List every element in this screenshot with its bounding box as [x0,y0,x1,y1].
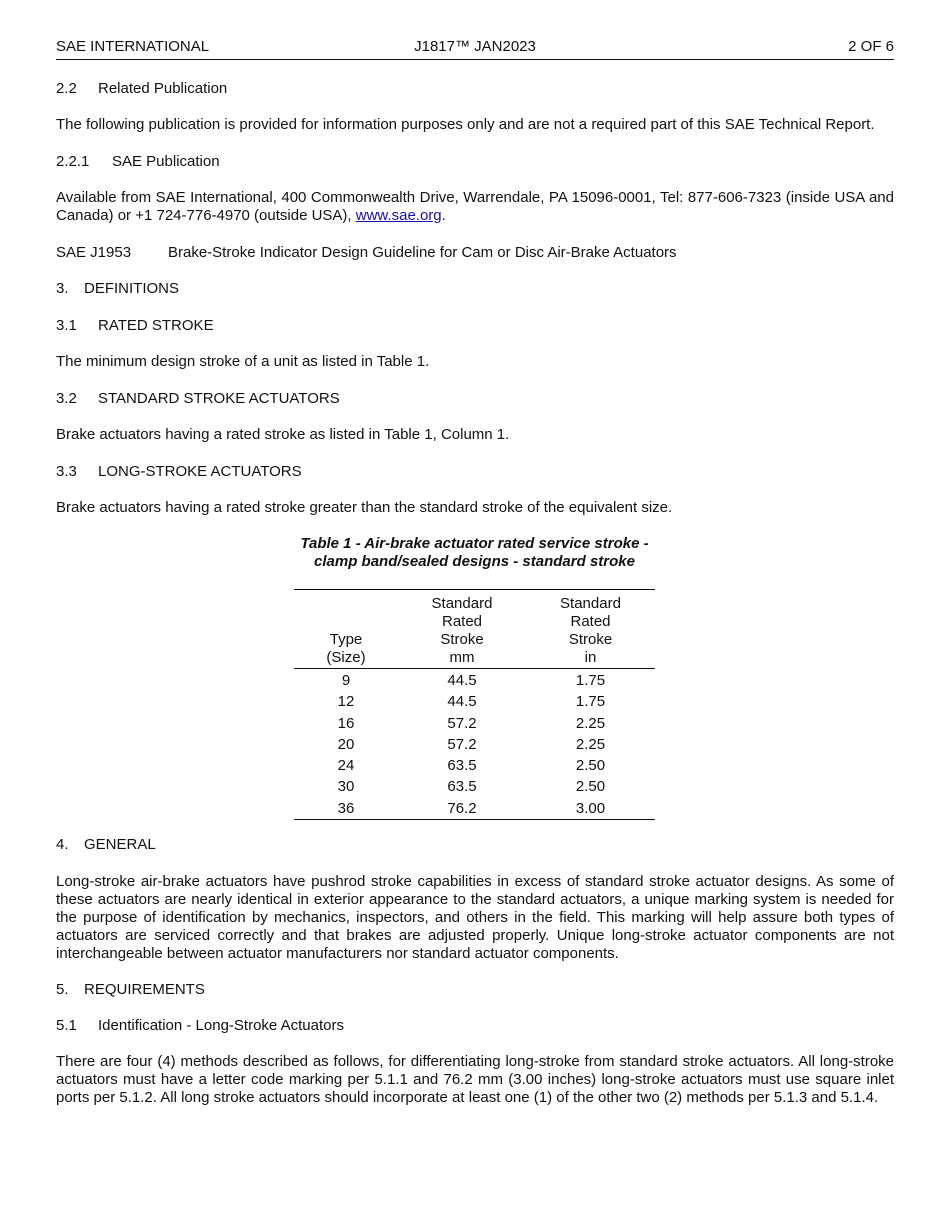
section-title: STANDARD STROKE ACTUATORS [98,390,340,407]
availability-text-end: . [441,207,446,224]
cell-stroke-in: 2.25 [575,714,606,732]
section-number: 5.1 [56,1017,77,1034]
section-heading-3-1 [56,317,214,334]
table-1-caption [294,535,655,571]
section-heading-2-2 [56,80,227,97]
section-number: 2.2 [56,80,77,97]
cell-stroke-mm: 63.5 [447,757,477,775]
cell-stroke-mm: 57.2 [447,735,477,753]
paragraph-3-1: The minimum design stroke of a unit as listed in Table 1. [56,353,430,370]
section-title: SAE Publication [112,153,220,170]
column-header-type [294,590,398,669]
section-title: RATED STROKE [98,317,214,334]
header-line: Rated [570,613,611,630]
cell-stroke-in: 1.75 [575,693,606,711]
header-line: mm [449,649,475,666]
table-row [294,776,655,797]
column-header-stroke-mm [398,590,526,669]
section-title: Identification - Long-Stroke Actuators [98,1017,344,1034]
cell-stroke-mm: 57.2 [447,714,477,732]
section-number: 3. [56,280,69,297]
table-header-row [294,590,655,669]
paragraph-2-2-1 [56,189,894,225]
cell-stroke-mm: 44.5 [447,672,477,689]
reference-title: Brake-Stroke Indicator Design Guideline for Cam or Disc Air-Brake Actuators [168,244,677,261]
header-document-id: J1817™ JAN2023 [414,38,536,55]
section-heading-2-2-1 [56,153,220,170]
header-publisher: SAE INTERNATIONAL [56,38,210,55]
column-header-stroke-in [526,590,655,669]
cell-stroke-in: 2.25 [575,735,606,753]
cell-stroke-in: 1.75 [575,672,606,689]
table-1 [294,589,655,820]
header-line: in [584,649,597,666]
header-page-number: 2 OF 6 [848,38,894,55]
section-number: 2.2.1 [56,153,90,170]
page-header [56,38,894,58]
availability-text: Available from SAE International, 400 Commonwealth Drive, Warrendale, PA 15096-0001, Tel: 877-606-7323 (inside USA and Canada) or +1 724-776-4970 (outside USA), [56,189,894,224]
cell-type: 36 [337,799,355,817]
section-heading-3-3 [56,463,302,480]
paragraph-3-3: Brake actuators having a rated stroke greater than the standard stroke of the equivalent size. [56,499,673,516]
header-line: (Size) [326,649,366,666]
reference-code: SAE J1953 [56,244,132,261]
table-caption-line-2: clamp band/sealed designs - standard stroke [314,553,635,570]
cell-stroke-in: 2.50 [575,757,606,775]
cell-type: 30 [337,778,355,796]
cell-stroke-mm: 76.2 [447,799,477,817]
cell-type: 20 [337,735,355,753]
section-number: 5. [56,981,69,998]
sae-website-link[interactable]: www.sae.org [355,207,442,224]
cell-type: 12 [337,693,355,711]
table-row [294,669,655,692]
paragraph-4: Long-stroke air-brake actuators have pushrod stroke capabilities in excess of standard stroke actuator designs. As some of these actuators are nearly identical in exterior appearance to the standard actuators, a unique marking system is needed for the purpose of identification by mechanics, inspectors, and others in the field. This marking will help assure both types of actuators are serviced correctly and that brakes are adjusted properly. Unique long-stroke actuator components are not interchangeable between actuator manufacturers nor standard actuator components. [56,873,894,962]
reference-sae-j1953 [56,244,677,261]
section-title: GENERAL [84,836,156,853]
cell-type: 16 [337,714,355,732]
section-title: DEFINITIONS [84,280,180,297]
header-line: Stroke [568,631,613,648]
table-caption-line-1: Table 1 - Air-brake actuator rated service stroke - [300,535,649,552]
section-heading-5-1 [56,1017,344,1034]
cell-stroke-in: 3.00 [575,799,606,817]
section-number: 4. [56,836,69,853]
cell-type: 9 [341,672,351,689]
section-heading-3-2 [56,390,340,407]
section-heading-3 [56,280,179,297]
section-number: 3.1 [56,317,77,334]
header-line: Type [329,631,363,648]
table-row [294,691,655,712]
section-number: 3.3 [56,463,77,480]
header-divider [56,59,894,60]
paragraph-2-2: The following publication is provided for information purposes only and are not a required part of this SAE Technical Report. [56,116,875,133]
section-title: REQUIREMENTS [84,981,205,998]
table-row [294,755,655,776]
header-line: Standard [560,595,621,612]
section-title: LONG-STROKE ACTUATORS [98,463,302,480]
paragraph-5-1: There are four (4) methods described as follows, for differentiating long-stroke from standard stroke actuators. All long-stroke actuators must have a letter code marking per 5.1.1 and 76.2 mm (3.00 inches) long-stroke actuators must use square inlet ports per 5.1.2. All long stroke actuators should incorporate at least one (1) of the other two (2) methods per 5.1.3 and 5.1.4. [56,1053,894,1106]
cell-stroke-in: 2.50 [575,778,606,796]
section-heading-5 [56,981,205,998]
table-row [294,734,655,755]
section-title: Related Publication [98,80,228,97]
table-row [294,713,655,734]
header-line: Stroke [440,631,484,648]
header-line: Rated [441,613,483,630]
section-heading-4 [56,836,156,853]
header-line: Standard [431,595,493,612]
cell-stroke-mm: 63.5 [447,778,477,796]
section-number: 3.2 [56,390,77,407]
table-row [294,798,655,819]
cell-stroke-mm: 44.5 [447,693,477,711]
paragraph-3-2: Brake actuators having a rated stroke as listed in Table 1, Column 1. [56,426,510,443]
cell-type: 24 [337,757,355,775]
